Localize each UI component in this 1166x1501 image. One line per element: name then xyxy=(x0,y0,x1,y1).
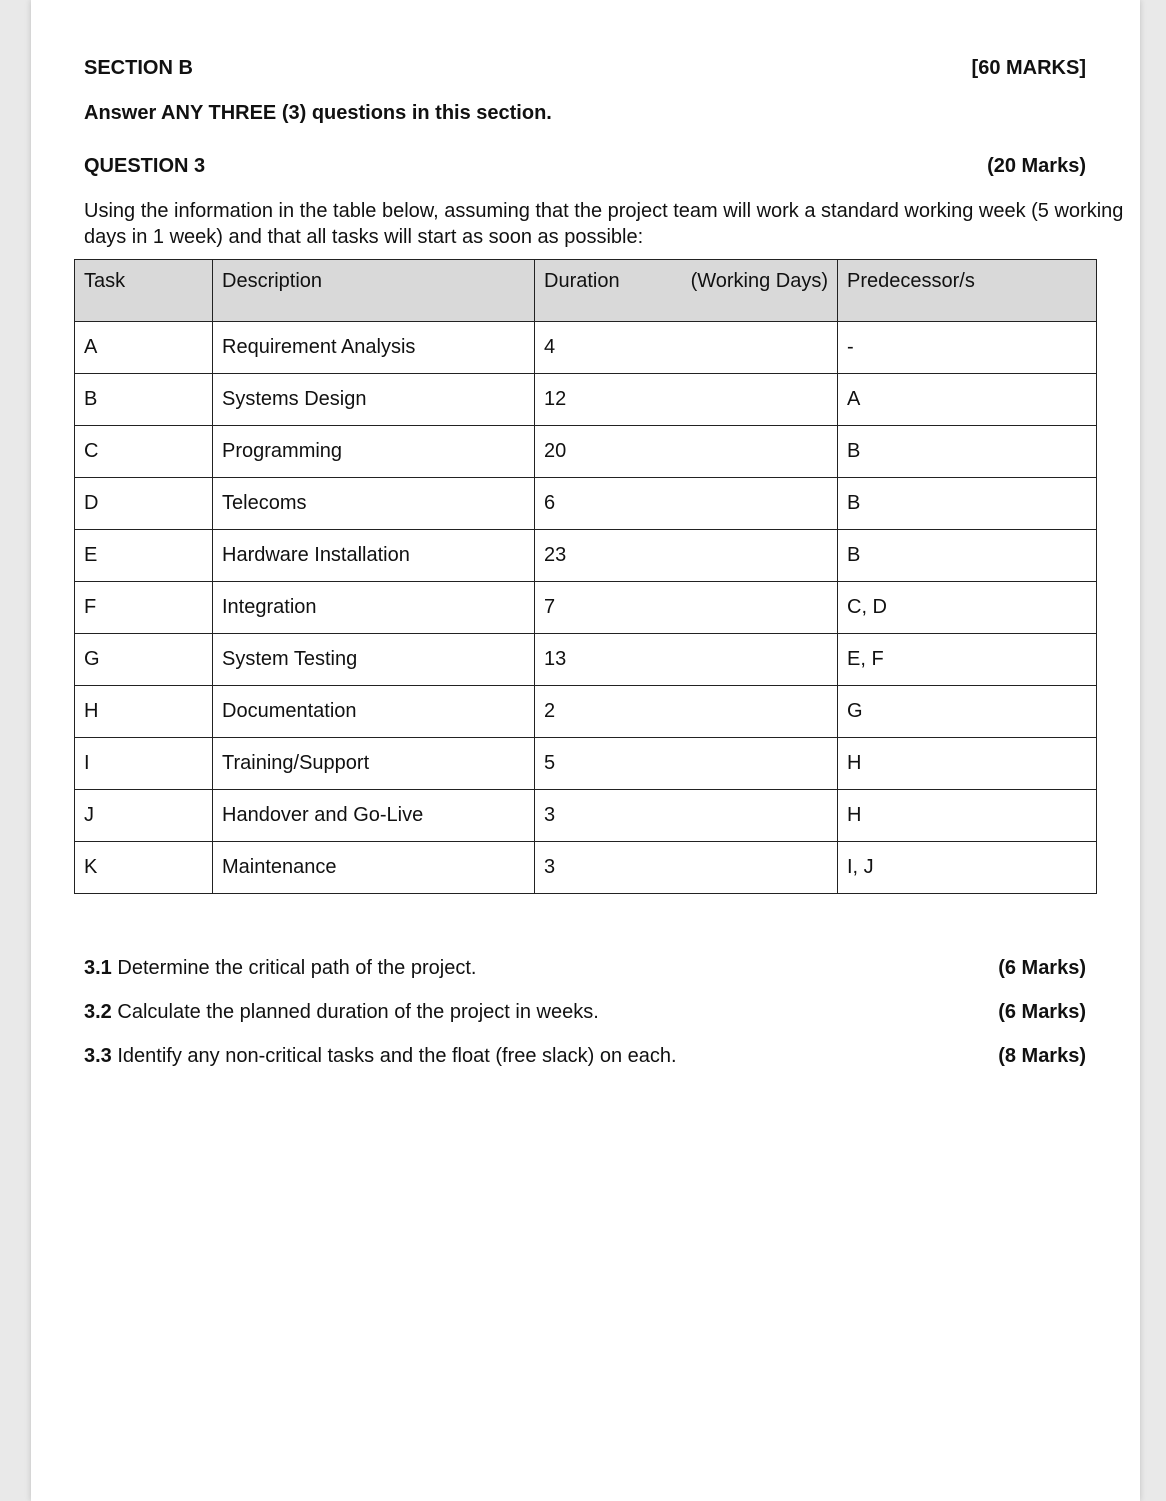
cell-predecessors: A xyxy=(838,374,1097,426)
cell-duration: 4 xyxy=(535,322,838,374)
subquestion-text: Calculate the planned duration of the project in weeks. xyxy=(117,1001,599,1023)
cell-duration: 2 xyxy=(535,686,838,738)
question-intro-line-1: Using the information in the table below, assuming that the project team will work a standard working week (5 working xyxy=(84,200,1124,222)
subquestion-3-2 xyxy=(84,1000,599,1024)
subquestion-marks: (6 Marks) xyxy=(998,1001,1086,1023)
cell-description: Requirement Analysis xyxy=(213,322,535,374)
cell-description: Maintenance xyxy=(213,842,535,894)
header-duration-unit: (Working Days) xyxy=(690,270,828,292)
cell-description: Hardware Installation xyxy=(213,530,535,582)
subquestion-text: Identify any non-critical tasks and the float (free slack) on each. xyxy=(117,1045,677,1067)
cell-description: Documentation xyxy=(213,686,535,738)
header-predecessors: Predecessor/s xyxy=(838,260,1097,322)
header-description: Description xyxy=(213,260,535,322)
subquestion-marks: (6 Marks) xyxy=(998,957,1086,979)
section-instruction: Answer ANY THREE (3) questions in this section. xyxy=(84,102,552,124)
table-row xyxy=(75,426,1097,478)
cell-task: G xyxy=(75,634,213,686)
cell-duration: 12 xyxy=(535,374,838,426)
question-title: QUESTION 3 xyxy=(84,155,206,177)
header-task: Task xyxy=(75,260,213,322)
cell-duration: 20 xyxy=(535,426,838,478)
cell-task: J xyxy=(75,790,213,842)
cell-predecessors: B xyxy=(838,426,1097,478)
header-duration-label: Duration xyxy=(544,270,620,292)
subquestion-3-3 xyxy=(84,1044,677,1068)
cell-duration: 5 xyxy=(535,738,838,790)
cell-predecessors: I, J xyxy=(838,842,1097,894)
table-row xyxy=(75,322,1097,374)
cell-description: System Testing xyxy=(213,634,535,686)
question-marks: (20 Marks) xyxy=(987,155,1086,177)
subquestion-text: Determine the critical path of the project. xyxy=(117,957,477,979)
cell-predecessors: H xyxy=(838,790,1097,842)
subquestion-number: 3.2 xyxy=(84,1001,112,1023)
section-title: SECTION B xyxy=(84,57,193,79)
cell-predecessors: - xyxy=(838,322,1097,374)
cell-task: E xyxy=(75,530,213,582)
cell-task: A xyxy=(75,322,213,374)
cell-duration: 3 xyxy=(535,842,838,894)
cell-description: Handover and Go-Live xyxy=(213,790,535,842)
cell-predecessors: H xyxy=(838,738,1097,790)
table-row xyxy=(75,738,1097,790)
subquestion-number: 3.1 xyxy=(84,957,112,979)
table-row xyxy=(75,634,1097,686)
task-table xyxy=(74,259,1097,894)
cell-description: Training/Support xyxy=(213,738,535,790)
table-row xyxy=(75,582,1097,634)
cell-duration: 23 xyxy=(535,530,838,582)
header-duration xyxy=(535,260,838,322)
cell-predecessors: E, F xyxy=(838,634,1097,686)
table-row xyxy=(75,686,1097,738)
cell-task: D xyxy=(75,478,213,530)
cell-predecessors: G xyxy=(838,686,1097,738)
table-row xyxy=(75,478,1097,530)
cell-task: I xyxy=(75,738,213,790)
cell-task: H xyxy=(75,686,213,738)
table-row xyxy=(75,790,1097,842)
cell-predecessors: B xyxy=(838,478,1097,530)
cell-duration: 3 xyxy=(535,790,838,842)
cell-duration: 6 xyxy=(535,478,838,530)
subquestion-marks: (8 Marks) xyxy=(998,1045,1086,1067)
table-header-row xyxy=(75,260,1097,322)
question-intro-line-2: days in 1 week) and that all tasks will start as soon as possible: xyxy=(84,226,644,248)
cell-description: Integration xyxy=(213,582,535,634)
cell-description: Systems Design xyxy=(213,374,535,426)
table-row xyxy=(75,842,1097,894)
table-row xyxy=(75,530,1097,582)
cell-task: K xyxy=(75,842,213,894)
subquestion-3-1 xyxy=(84,956,476,980)
cell-task: F xyxy=(75,582,213,634)
cell-predecessors: C, D xyxy=(838,582,1097,634)
cell-description: Telecoms xyxy=(213,478,535,530)
cell-task: C xyxy=(75,426,213,478)
cell-task: B xyxy=(75,374,213,426)
cell-predecessors: B xyxy=(838,530,1097,582)
table-row xyxy=(75,374,1097,426)
subquestion-number: 3.3 xyxy=(84,1045,112,1067)
cell-description: Programming xyxy=(213,426,535,478)
cell-duration: 7 xyxy=(535,582,838,634)
section-marks: [60 MARKS] xyxy=(971,57,1086,79)
cell-duration: 13 xyxy=(535,634,838,686)
